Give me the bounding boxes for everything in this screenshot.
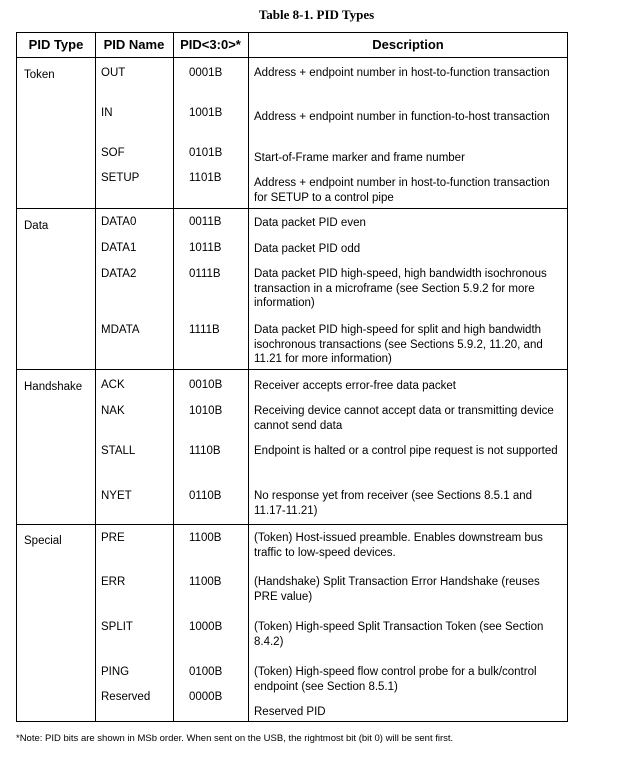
pid-bits: 0100B [189,666,223,678]
pid-bits: 0111B [189,268,221,280]
pid-name: SOF [101,147,125,159]
pid-description: Address + endpoint number in function-to-host transaction [254,111,550,123]
pid-bits: 0101B [189,147,223,159]
pid-description: No response yet from receiver (see Sections 8.5.1 and 11.17-11.21) [254,490,533,517]
pid-types-table [16,32,568,722]
header-description: Description [372,37,444,52]
pid-bits: 0000B [189,691,223,703]
pid-name: MDATA [101,324,140,336]
group-type-token: Token [24,69,55,81]
header-pid-bits: PID<3:0>* [180,37,241,52]
pid-name: PRE [101,532,125,544]
table-header [17,33,567,58]
group-divider [17,524,567,525]
pid-description: Address + endpoint number in host-to-function transaction for SETUP to a control pipe [254,177,550,204]
pid-bits: 1100B [189,576,222,588]
group-type-data: Data [24,220,49,232]
pid-bits: 1001B [189,107,223,119]
pid-description: Data packet PID high-speed, high bandwidth isochronous transaction in a microframe (see Section 5.9.2 for more information) [254,268,547,309]
pid-bits: 1111B [189,324,220,336]
table-title: Table 8-1. PID Types [258,7,375,22]
pid-description: Start-of-Frame marker and frame number [254,152,465,164]
pid-description: Receiver accepts error-free data packet [254,380,456,392]
group-type-handshake: Handshake [24,381,83,393]
pid-name: OUT [101,67,126,79]
pid-description: Data packet PID even [254,217,366,229]
pid-description: (Token) High-speed Split Transaction Token (see Section 8.4.2) [254,621,544,648]
footnote: *Note: PID bits are shown in MSb order. When sent on the USB, the rightmost bit (bit 0) will be sent first. [16,733,454,744]
pid-name: SETUP [101,172,140,184]
pid-bits: 0011B [189,216,222,228]
pid-name: NAK [101,405,125,417]
pid-description: (Token) Host-issued preamble. Enables downstream bus traffic to low-speed devices. [254,532,543,559]
pid-name: PING [101,666,130,678]
pid-description: Data packet PID odd [254,243,361,255]
pid-bits: 1100B [189,532,222,544]
pid-description: Address + endpoint number in host-to-function transaction [254,67,550,79]
header-pid-type: PID Type [28,37,84,52]
group-type-special: Special [24,535,62,547]
pid-bits: 0110B [189,490,222,502]
pid-description: Receiving device cannot accept data or transmitting device cannot send data [254,405,554,432]
pid-bits: 0010B [189,379,223,391]
pid-description: (Token) High-speed flow control probe for a bulk/control endpoint (see Section 8.5.1) [254,666,537,693]
pid-name: IN [101,107,113,119]
pid-name: ACK [101,379,125,391]
pid-name: DATA0 [101,216,137,228]
column-divider [248,33,249,721]
pid-name: DATA1 [101,242,137,254]
pid-name: DATA2 [101,268,137,280]
header-pid-name: PID Name [103,37,165,52]
pid-bits: 1110B [189,445,221,457]
pid-name: Reserved [101,691,151,703]
pid-bits: 1101B [189,172,222,184]
column-divider [95,33,96,721]
pid-description: Reserved PID [254,706,326,718]
group-divider [17,208,567,209]
pid-name: STALL [101,445,136,457]
group-divider [17,369,567,370]
pid-description: (Handshake) Split Transaction Error Handshake (reuses PRE value) [254,576,540,603]
pid-bits: 0001B [189,67,223,79]
pid-name: NYET [101,490,132,502]
pid-name: SPLIT [101,621,133,633]
pid-name: ERR [101,576,126,588]
pid-bits: 1000B [189,621,223,633]
pid-description: Endpoint is halted or a control pipe request is not supported [254,445,558,457]
column-divider [173,33,174,721]
pid-bits: 1011B [189,242,222,254]
pid-bits: 1010B [189,405,223,417]
pid-description: Data packet PID high-speed for split and high bandwidth isochronous transactions (see Sections 5.9.2, 11.20, and 11.21 for more information) [254,324,543,365]
